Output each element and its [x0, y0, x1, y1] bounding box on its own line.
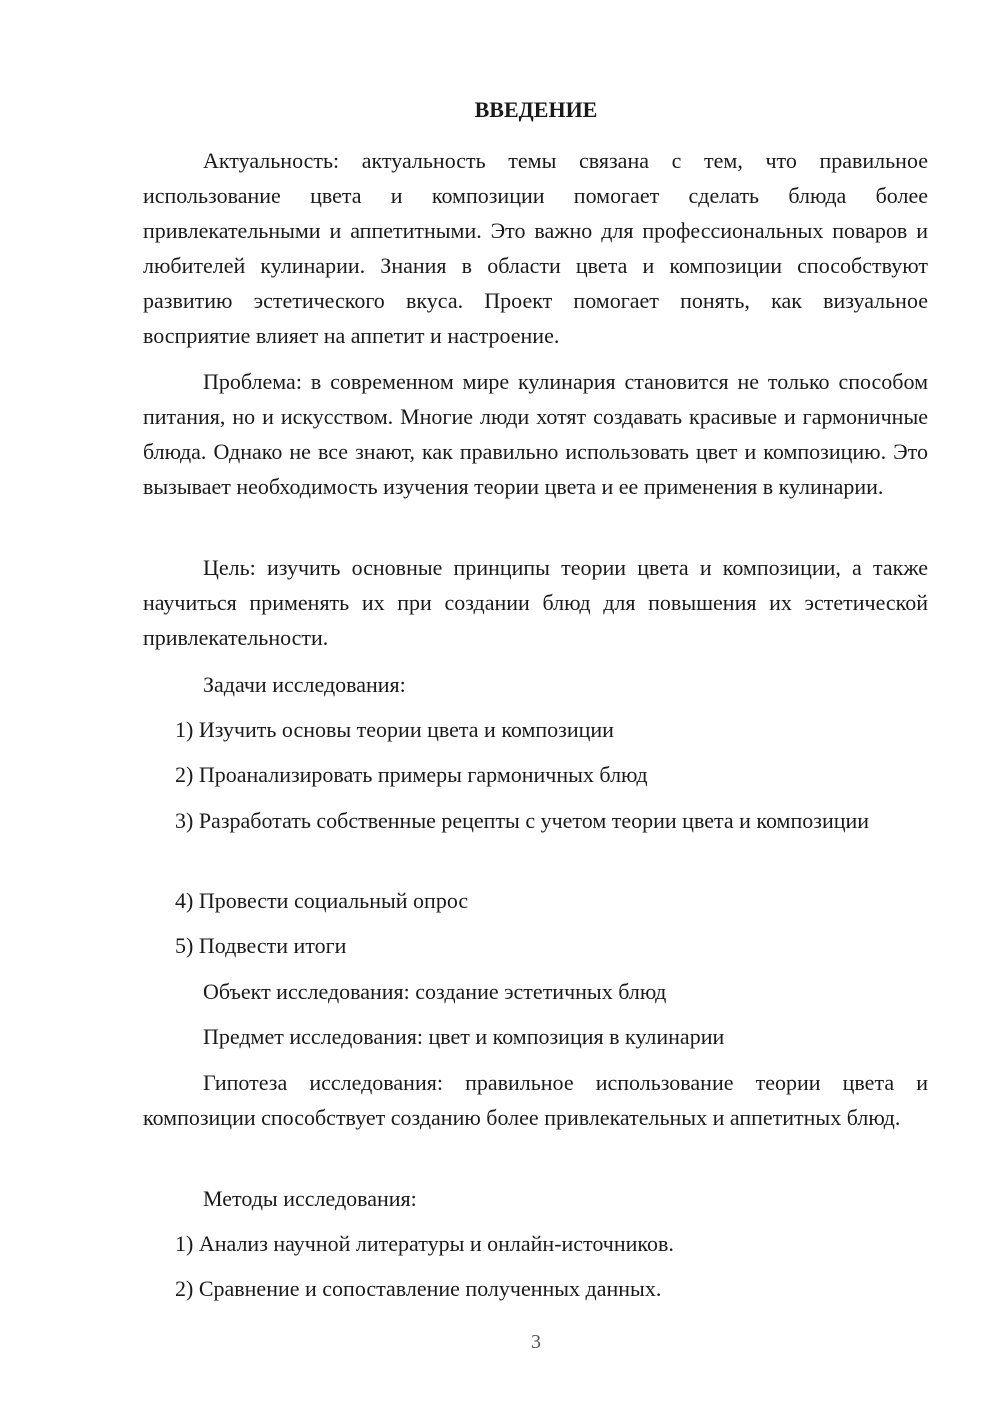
task-item: 2) Проанализировать примеры гармоничных блюд — [175, 762, 648, 787]
method-item: 1) Анализ научной литературы и онлайн-источников. — [175, 1231, 674, 1256]
hypothesis-paragraph: Гипотеза исследования: правильное использование теории цвета и композиции способствует созданию более привлекательных и аппетитных блюд. — [143, 1070, 928, 1130]
tasks-heading: Задачи исследования: — [203, 672, 406, 697]
page-number: 3 — [531, 1331, 541, 1353]
task-item: 4) Провести социальный опрос — [175, 888, 469, 913]
object-paragraph: Объект исследования: создание эстетичных блюд — [203, 979, 667, 1004]
task-item: 3) Разработать собственные рецепты с учетом теории цвета и композиции — [175, 808, 870, 833]
methods-heading: Методы исследования: — [203, 1186, 417, 1211]
subject-paragraph: Предмет исследования: цвет и композиция в кулинарии — [203, 1024, 725, 1049]
method-item: 2) Сравнение и сопоставление полученных данных. — [175, 1276, 662, 1301]
relevance-paragraph: Актуальность: актуальность темы связана с тем, что правильное использование цвета и композиции помогает сделать блюда более привлекательными и аппетитными. Это важно для профессиональных поваров и любителей кулинарии. Знания в области цвета и композиции способствуют развитию эстетического вкуса. Проект помогает понять, как визуальное восприятие влияет на аппетит и настроение. — [143, 148, 928, 348]
task-item: 1) Изучить основы теории цвета и композиции — [175, 717, 614, 742]
task-item: 5) Подвести итоги — [175, 933, 347, 958]
goal-paragraph: Цель: изучить основные принципы теории цвета и композиции, а также научиться применять их при создании блюд для повышения их эстетической привлекательности. — [143, 555, 928, 650]
problem-paragraph: Проблема: в современном мире кулинария становится не только способом питания, но и искусством. Многие люди хотят создавать красивые и гармоничные блюда. Однако не все знают, как правильно использовать цвет и композицию. Это вызывает необходимость изучения теории цвета и ее применения в кулинарии. — [143, 369, 928, 499]
page-title: ВВЕДЕНИЕ — [474, 97, 598, 122]
